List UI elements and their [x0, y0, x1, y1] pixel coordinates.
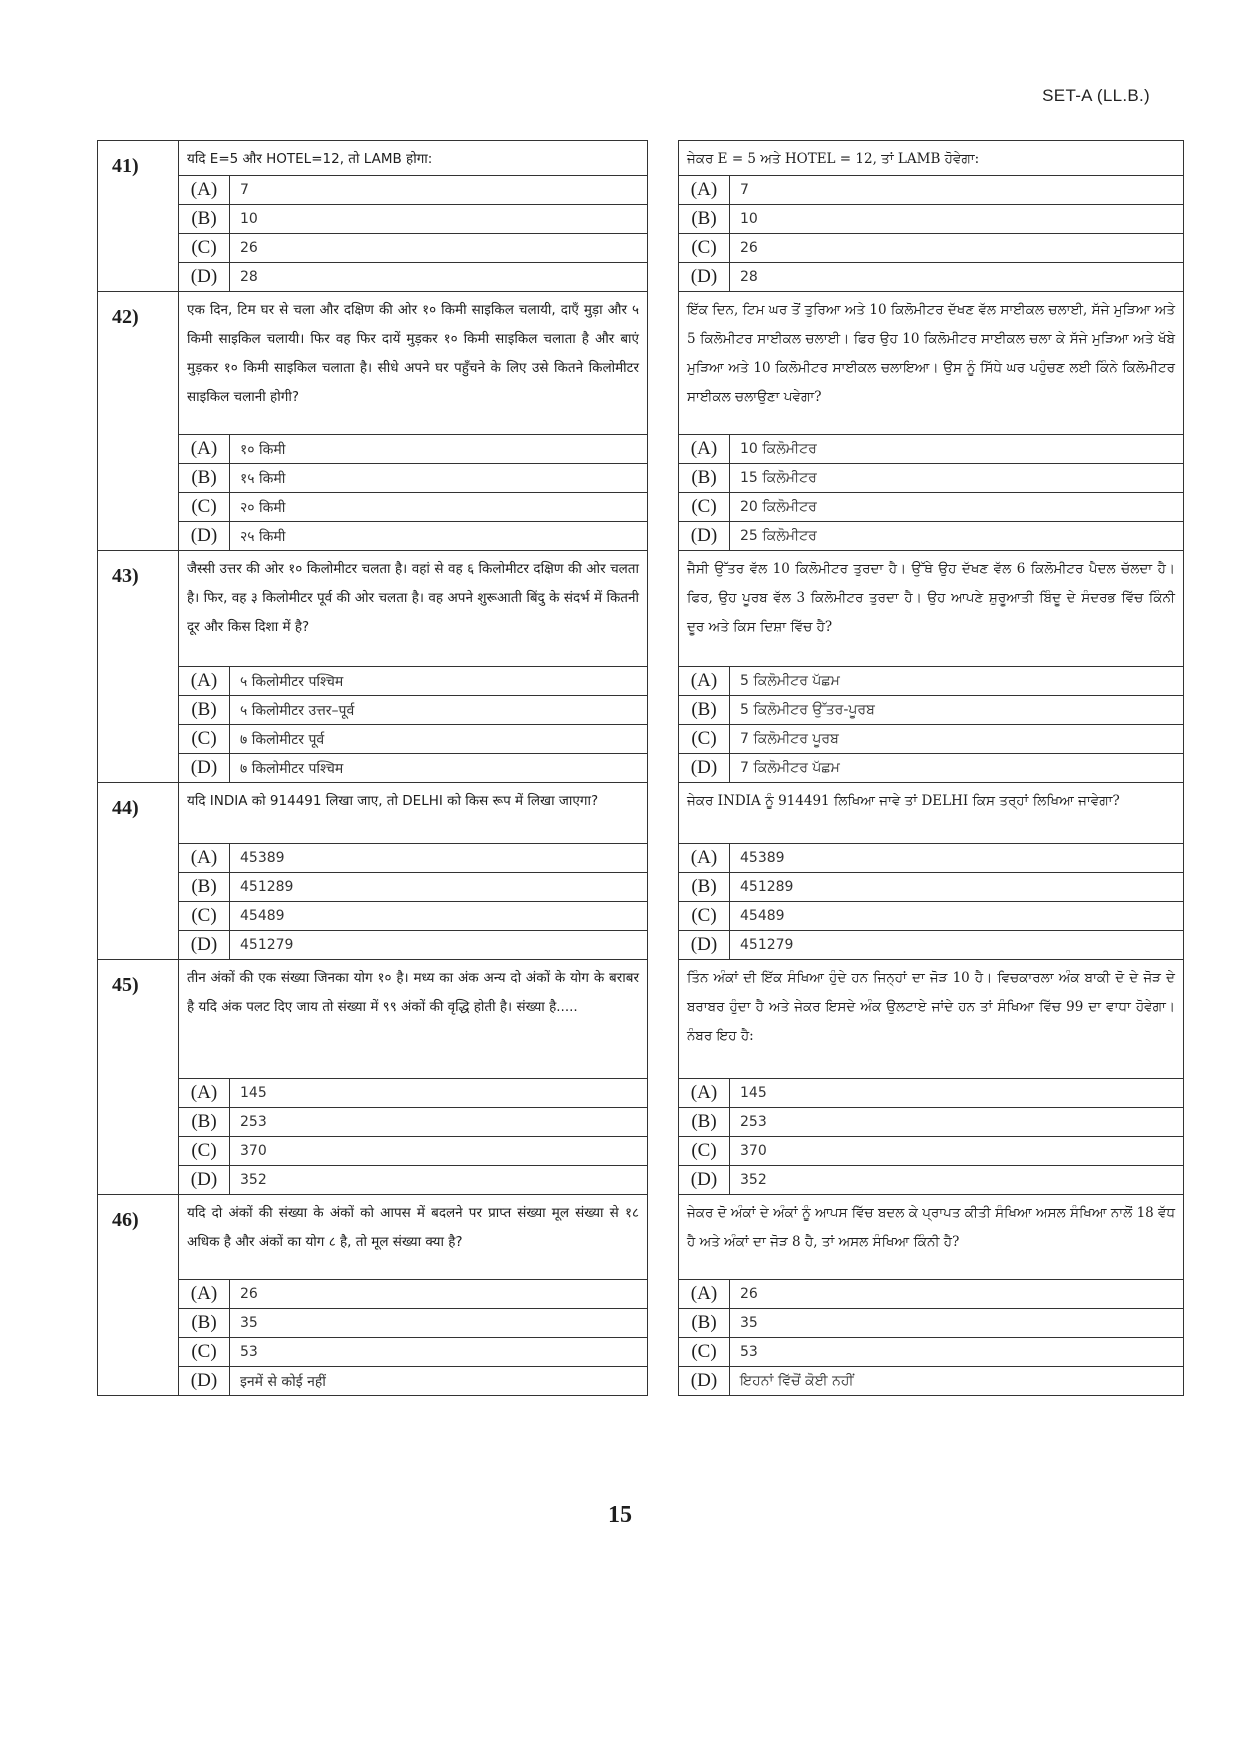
option-row: [179, 434, 647, 463]
option-label: (D): [679, 263, 730, 291]
option-text: 25 ਕਿਲੋਮੀਟਰ: [740, 528, 817, 544]
option-row: [679, 695, 1183, 724]
option-row: [179, 901, 647, 930]
question-number: 46): [97, 1194, 178, 1396]
option-text: १५ किमी: [240, 470, 286, 487]
option-text: 45389: [740, 850, 785, 866]
option-row: [179, 1078, 647, 1107]
option-label: (D): [179, 931, 230, 959]
option-row: [679, 434, 1183, 463]
set-label: SET-A (LL.B.): [1042, 86, 1150, 105]
option-text: 20 ਕਿਲੋਮੀਟਰ: [740, 499, 817, 515]
question-text: एक दिन, टिम घर से चला और दक्षिण की ओर १० किमी साइकिल चलायी, दाएँ मुड़ा और ५ किमी साइकिल चलायी। फिर वह फिर दायें मुड़कर १० किमी साइकिल चलाता है और बाएं मुड़कर १० किमी साइकिल चलाता है। सीधे अपने घर पहुँचने के लिए उसे कितने किलोमीटर साइकिल चलानी होगी?: [187, 302, 639, 405]
option-text: 370: [740, 1143, 767, 1159]
option-text: 45489: [740, 908, 785, 924]
option-text: 35: [240, 1315, 258, 1331]
option-label: (B): [679, 205, 730, 233]
option-label: (A): [679, 435, 730, 463]
option-label: (A): [179, 844, 230, 872]
question-punjabi: [678, 959, 1184, 1194]
option-label: (C): [679, 1338, 730, 1366]
question-hindi: [178, 291, 648, 550]
question-text: ਜੇਕਰ E = 5 ਅਤੇ HOTEL = 12, ਤਾਂ LAMB ਹੋਵੇਗਾ:: [687, 151, 980, 167]
option-label: (D): [179, 263, 230, 291]
option-row: [679, 492, 1183, 521]
option-row: [679, 204, 1183, 233]
column-gap: [648, 782, 678, 959]
option-row: [679, 262, 1183, 291]
option-row: [679, 1366, 1183, 1395]
option-text: ७ किलोमीटर पूर्व: [240, 731, 325, 748]
option-label: (C): [679, 902, 730, 930]
option-label: (B): [179, 464, 230, 492]
question-text: ਤਿੰਨ ਅੰਕਾਂ ਦੀ ਇੱਕ ਸੰਖਿਆ ਹੁੰਦੇ ਹਨ ਜਿਨ੍ਹਾਂ ਦਾ ਜੋੜ 10 ਹੈ। ਵਿਚਕਾਰਲਾ ਅੰਕ ਬਾਕੀ ਦੋ ਦੇ ਜੋੜ ਦੇ ਬਰਾਬਰ ਹੁੰਦਾ ਹੈ ਅਤੇ ਜੇਕਰ ਇਸਦੇ ਅੰਕ ਉਲਟਾਏ ਜਾਂਦੇ ਹਨ ਤਾਂ ਸੰਖਿਆ ਵਿੱਚ 99 ਦਾ ਵਾਧਾ ਹੋਵੇਗਾ। ਨੰਬਰ ਇਹ ਹੈ:: [687, 970, 1175, 1044]
question-text: ਜੈਸੀ ਉੱਤਰ ਵੱਲ 10 ਕਿਲੋਮੀਟਰ ਤੁਰਦਾ ਹੈ। ਉੱਥੇ ਉਹ ਦੱਖਣ ਵੱਲ 6 ਕਿਲੋਮੀਟਰ ਪੈਦਲ ਚੱਲਦਾ ਹੈ। ਫਿਰ, ਉਹ ਪੂਰਬ ਵੱਲ 3 ਕਿਲੋਮੀਟਰ ਤੁਰਦਾ ਹੈ। ਉਹ ਆਪਣੇ ਸ਼ੁਰੂਆਤੀ ਬਿੰਦੂ ਦੇ ਸੰਦਰਭ ਵਿੱਚ ਕਿੰਨੀ ਦੂਰ ਅਤੇ ਕਿਸ ਦਿਸ਼ਾ ਵਿੱਚ ਹੈ?: [687, 561, 1175, 635]
option-text: ५ किलोमीटर उत्तर–पूर्व: [240, 702, 355, 719]
option-label: (D): [679, 931, 730, 959]
option-label: (C): [179, 1338, 230, 1366]
option-label: (B): [679, 464, 730, 492]
option-label: (B): [679, 1309, 730, 1337]
option-label: (A): [679, 844, 730, 872]
option-label: (C): [679, 234, 730, 262]
option-row: [679, 843, 1183, 872]
option-label: (B): [179, 873, 230, 901]
option-row: [179, 666, 647, 695]
question-number: 43): [97, 550, 178, 782]
question-punjabi: [678, 291, 1184, 550]
option-label: (C): [679, 493, 730, 521]
option-label: (A): [179, 1079, 230, 1107]
question-text: ਇੱਕ ਦਿਨ, ਟਿਮ ਘਰ ਤੋਂ ਤੁਰਿਆ ਅਤੇ 10 ਕਿਲੋਮੀਟਰ ਦੱਖਣ ਵੱਲ ਸਾਈਕਲ ਚਲਾਈ, ਸੱਜੇ ਮੁੜਿਆ ਅਤੇ 5 ਕਿਲੋਮੀਟਰ ਸਾਈਕਲ ਚਲਾਈ। ਫਿਰ ਉਹ 10 ਕਿਲੋਮੀਟਰ ਸਾਈਕਲ ਚਲਾ ਕੇ ਸੱਜੇ ਮੁੜਿਆ ਅਤੇ ਖੱਬੇ ਮੁੜਿਆ ਅਤੇ 10 ਕਿਲੋਮੀਟਰ ਸਾਈਕਲ ਚਲਾਇਆ। ਉਸ ਨੂੰ ਸਿੱਧੇ ਘਰ ਪਹੁੰਚਣ ਲਈ ਕਿੰਨੇ ਕਿਲੋਮੀਟਰ ਸਾਈਕਲ ਚਲਾਉਣਾ ਪਵੇਗਾ?: [687, 302, 1175, 405]
question-punjabi: [678, 1194, 1184, 1396]
option-row: [179, 521, 647, 550]
question-text: यदि दो अंकों की संख्या के अंकों को आपस में बदलने पर प्राप्त संख्या मूल संख्या से १८ अधिक है और अंकों का योग ८ है, तो मूल संख्या क्या है?: [187, 1205, 639, 1250]
option-text: 45389: [240, 850, 285, 866]
option-text: 26: [240, 1286, 258, 1302]
option-label: (D): [179, 1166, 230, 1194]
question-hindi: [178, 550, 648, 782]
option-row: [179, 492, 647, 521]
option-text: २० किमी: [240, 499, 286, 516]
option-text: 451289: [240, 879, 294, 895]
option-text: 253: [240, 1114, 267, 1130]
question-text: जैस्सी उत्तर की ओर १० किलोमीटर चलता है। वहां से वह ६ किलोमीटर दक्षिण की ओर चलता है। फिर, वह ३ किलोमीटर पूर्व की ओर चलता है। वह अपने शुरूआती बिंदु के संदर्भ में कितनी दूर और किस दिशा में है?: [187, 561, 639, 635]
option-label: (D): [679, 1166, 730, 1194]
option-label: (B): [179, 1108, 230, 1136]
question-number: 42): [97, 291, 178, 550]
option-row: [679, 872, 1183, 901]
option-row: [179, 1165, 647, 1194]
option-text: ਇਹਨਾਂ ਵਿੱਚੋਂ ਕੋਈ ਨਹੀਂ: [740, 1373, 854, 1389]
option-label: (B): [679, 873, 730, 901]
question-number: 45): [97, 959, 178, 1194]
question-text: यदि INDIA को 914491 लिखा जाए, तो DELHI को किस रूप में लिखा जाएगा?: [187, 793, 599, 809]
option-text: इनमें से कोई नहीं: [240, 1373, 326, 1390]
option-label: (A): [679, 667, 730, 695]
option-label: (C): [179, 493, 230, 521]
option-row: [679, 753, 1183, 782]
option-row: [179, 1337, 647, 1366]
question-text: तीन अंकों की एक संख्या जिनका योग १० है। मध्य का अंक अन्य दो अंकों के योग के बराबर है यदि अंक पलट दिए जाय तो संख्या में ९९ अंकों की वृद्धि होती है। संख्या है.....: [187, 970, 639, 1015]
option-row: [179, 463, 647, 492]
option-row: [679, 1279, 1183, 1308]
option-label: (C): [179, 1137, 230, 1165]
option-row: [179, 695, 647, 724]
question-punjabi: [678, 782, 1184, 959]
option-text: 451279: [240, 937, 294, 953]
option-label: (C): [179, 902, 230, 930]
option-row: [679, 1078, 1183, 1107]
option-text: 10 ਕਿਲੋਮੀਟਰ: [740, 441, 817, 457]
option-row: [179, 262, 647, 291]
page-number: 15: [608, 1502, 632, 1528]
option-text: 7 ਕਿਲੋਮੀਟਰ ਪੂਰਬ: [740, 731, 839, 747]
option-row: [179, 1366, 647, 1395]
option-text: 26: [240, 240, 258, 256]
option-label: (A): [179, 435, 230, 463]
option-text: 53: [740, 1344, 758, 1360]
question-text: यदि E=5 और HOTEL=12, तो LAMB होगा:: [187, 151, 433, 167]
question-hindi: [178, 140, 648, 291]
option-row: [679, 1337, 1183, 1366]
option-text: 7: [240, 182, 249, 198]
option-row: [679, 666, 1183, 695]
option-label: (A): [679, 1280, 730, 1308]
option-text: 145: [740, 1085, 767, 1101]
option-label: (C): [179, 725, 230, 753]
option-label: (D): [179, 754, 230, 782]
option-text: 53: [240, 1344, 258, 1360]
option-row: [679, 724, 1183, 753]
question-hindi: [178, 959, 648, 1194]
option-text: 352: [740, 1172, 767, 1188]
option-label: (C): [679, 1137, 730, 1165]
option-text: 7 ਕਿਲੋਮੀਟਰ ਪੱਛਮ: [740, 760, 840, 776]
option-label: (D): [679, 1367, 730, 1395]
option-label: (D): [179, 522, 230, 550]
option-row: [179, 1308, 647, 1337]
option-label: (D): [679, 754, 730, 782]
option-label: (A): [679, 1079, 730, 1107]
option-text: 45489: [240, 908, 285, 924]
option-text: 10: [740, 211, 758, 227]
option-label: (C): [179, 234, 230, 262]
option-label: (D): [679, 522, 730, 550]
column-gap: [648, 550, 678, 782]
question-row: [97, 782, 1184, 959]
column-gap: [648, 140, 678, 291]
option-row: [179, 204, 647, 233]
option-text: 26: [740, 240, 758, 256]
option-row: [179, 1279, 647, 1308]
question-row: [97, 140, 1184, 291]
question-table: [97, 140, 1184, 1396]
option-row: [679, 233, 1183, 262]
option-row: [679, 1165, 1183, 1194]
option-row: [179, 1107, 647, 1136]
question-punjabi: [678, 140, 1184, 291]
option-label: (A): [179, 176, 230, 204]
option-text: 7: [740, 182, 749, 198]
option-label: (B): [179, 205, 230, 233]
option-text: 451289: [740, 879, 794, 895]
option-row: [679, 175, 1183, 204]
option-row: [179, 1136, 647, 1165]
option-row: [679, 930, 1183, 959]
question-number: 41): [97, 140, 178, 291]
question-number: 44): [97, 782, 178, 959]
option-text: १० किमी: [240, 441, 286, 458]
question-row: [97, 550, 1184, 782]
option-label: (B): [679, 1108, 730, 1136]
question-hindi: [178, 1194, 648, 1396]
option-text: 5 ਕਿਲੋਮੀਟਰ ਉੱਤਰ-ਪੂਰਬ: [740, 702, 875, 718]
option-row: [179, 724, 647, 753]
question-hindi: [178, 782, 648, 959]
option-row: [679, 901, 1183, 930]
question-row: [97, 1194, 1184, 1396]
question-text: ਜੇਕਰ ਦੋ ਅੰਕਾਂ ਦੇ ਅੰਕਾਂ ਨੂੰ ਆਪਸ ਵਿੱਚ ਬਦਲ ਕੇ ਪ੍ਰਾਪਤ ਕੀਤੀ ਸੰਖਿਆ ਅਸਲ ਸੰਖਿਆ ਨਾਲੋਂ 18 ਵੱਧ ਹੈ ਅਤੇ ਅੰਕਾਂ ਦਾ ਜੋੜ 8 ਹੈ, ਤਾਂ ਅਸਲ ਸੰਖਿਆ ਕਿੰਨੀ ਹੈ?: [687, 1205, 1175, 1250]
option-text: 28: [240, 269, 258, 285]
option-row: [679, 1136, 1183, 1165]
option-text: 370: [240, 1143, 267, 1159]
column-gap: [648, 291, 678, 550]
question-row: [97, 291, 1184, 550]
option-label: (B): [179, 696, 230, 724]
option-row: [179, 753, 647, 782]
question-row: [97, 959, 1184, 1194]
option-text: 352: [240, 1172, 267, 1188]
option-row: [179, 930, 647, 959]
option-row: [179, 175, 647, 204]
column-gap: [648, 959, 678, 1194]
option-text: 451279: [740, 937, 794, 953]
option-text: 145: [240, 1085, 267, 1101]
option-text: 28: [740, 269, 758, 285]
column-gap: [648, 1194, 678, 1396]
option-label: (B): [179, 1309, 230, 1337]
option-text: 5 ਕਿਲੋਮੀਟਰ ਪੱਛਮ: [740, 673, 840, 689]
option-label: (A): [679, 176, 730, 204]
option-row: [679, 1308, 1183, 1337]
option-label: (A): [179, 667, 230, 695]
option-row: [679, 1107, 1183, 1136]
option-text: 35: [740, 1315, 758, 1331]
option-row: [179, 872, 647, 901]
option-row: [179, 233, 647, 262]
question-punjabi: [678, 550, 1184, 782]
option-label: (C): [679, 725, 730, 753]
option-text: ५ किलोमीटर पश्चिम: [240, 673, 344, 690]
option-row: [679, 463, 1183, 492]
option-label: (A): [179, 1280, 230, 1308]
option-text: 253: [740, 1114, 767, 1130]
option-text: 26: [740, 1286, 758, 1302]
option-row: [679, 521, 1183, 550]
option-label: (D): [179, 1367, 230, 1395]
option-label: (B): [679, 696, 730, 724]
question-text: ਜੇਕਰ INDIA ਨੂੰ 914491 ਲਿਖਿਆ ਜਾਵੇ ਤਾਂ DELHI ਕਿਸ ਤਰ੍ਹਾਂ ਲਿਖਿਆ ਜਾਵੇਗਾ?: [687, 793, 1120, 809]
option-text: 10: [240, 211, 258, 227]
option-text: २५ किमी: [240, 528, 286, 545]
option-text: 15 ਕਿਲੋਮੀਟਰ: [740, 470, 817, 486]
option-row: [179, 843, 647, 872]
option-text: ७ किलोमीटर पश्चिम: [240, 760, 344, 777]
